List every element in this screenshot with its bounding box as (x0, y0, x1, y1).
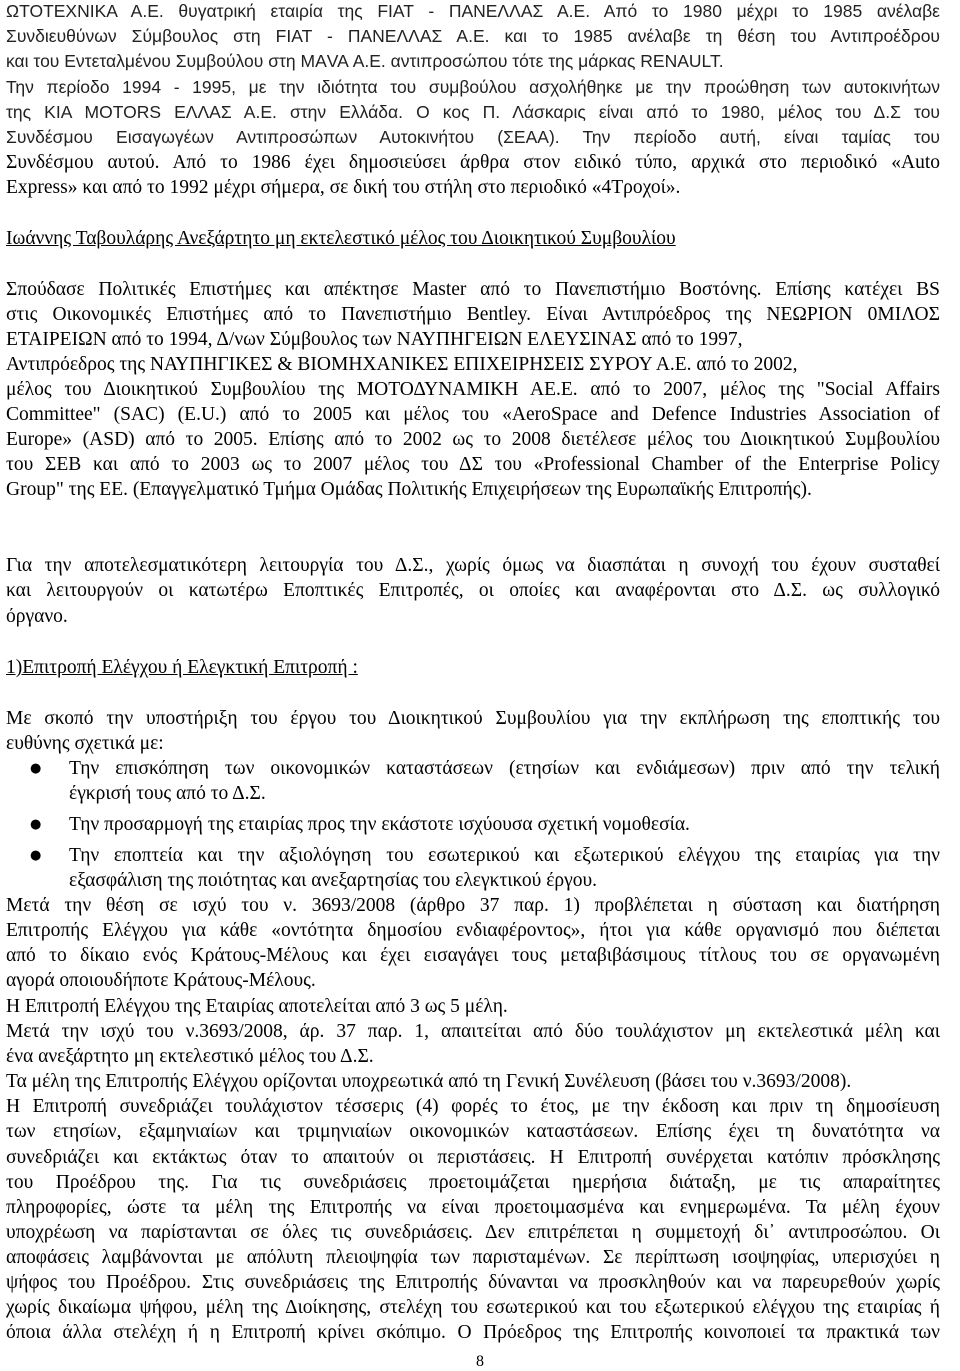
body-line: συνεδριάζει και εκτάκτως όταν το απαιτούν οι περιστάσεις. Η Επιτροπή συνέρχεται κατόπιν πρόσκλησης (6, 1147, 940, 1168)
bio-line: Express» και από το 1992 μέχρι σήμερα, σε δική του στήλη στο περιοδικό «4Τροχοί». (6, 177, 681, 198)
body-line: ψήφος του Προέδρου. Στις συνεδριάσεις της Επιτροπής δύνανται να προσκληθούν και να παρευρεθούν χωρίς (6, 1272, 940, 1293)
body-line: χωρίς δικαίωμα ψήφου, μέλη της Διοίκησης, στελέχη του εσωτερικού και του εξωτερικού ελέγχου της εταιρίας ή (6, 1297, 940, 1318)
committees-intro-line: Για την αποτελεσματικότερη λειτουργία του Δ.Σ., χωρίς όμως να διασπάται η συνοχή του έχουν συσταθεί (6, 555, 940, 576)
body-line: αποφάσεις λαμβάνονται με απόλυτη πλειοψηφία των παρισταμένων. Σε περίπτωση ισοψηφίας, υπερισχύει η (6, 1247, 940, 1268)
body-line: του Προέδρου της. Για τις συνεδριάσεις προετοιμάζεται ημερήσια διάταξη, με τις απαραίτητες (6, 1172, 940, 1193)
body-line: Μετά την ισχύ του ν.3693/2008, άρ. 37 παρ. 1, απαιτείται από δύο τουλάχιστον μη εκτελεστικά μέλη και (6, 1021, 940, 1042)
list-item: Την προσαρμογή της εταιρίας προς την εκάστοτε ισχύουσα σχετική νομοθεσία. (69, 814, 690, 835)
member-bio-line: μέλος του Διοικητικού Συμβουλίου της ΜΟΤΟΔΥΝΑΜΙΚΗ ΑΕ.Ε. από το 2007, μέλος της "Social Affairs (6, 379, 940, 400)
member-bio-line: ΕΤΑΙΡΕΙΩΝ από το 1994, Δ/νων Σύμβουλος των ΝΑΥΠΗΓΕΙΩΝ ΕΛΕΥΣΙΝΑΣ από το 1997, (6, 329, 743, 350)
list-item: Την εποπτεία και την αξιολόγηση του εσωτερικού και εξωτερικού ελέγχου της εταιρίας για την (69, 845, 940, 866)
bullet-icon: ● (30, 817, 42, 832)
body-line: Επιτροπής Ελέγχου για κάθε «οντότητα δημοσίου ενδιαφέροντος», ήτοι για κάθε οργανισμό που διέπεται (6, 920, 940, 941)
bio-line: και του Εντεταλμένου Συμβούλου στη ΜΑVA Α.Ε. αντιπροσώπου τότε της μάρκας RENAULT. (6, 51, 724, 71)
member-bio-line: στις Οικονομικές Επιστήμες από το Πανεπιστήμιο Bentley. Είναι Αντιπρόεδρος της ΝΕΩΡΙΟΝ 0ΜΙΛΟΣ (6, 304, 940, 325)
audit-committee-heading: 1)Επιτροπή Ελέγχου ή Ελεγκτική Επιτροπή : (6, 657, 358, 678)
member-heading: Ιωάννης Ταβουλάρης Ανεξάρτητο μη εκτελεστικό μέλος του Διοικητικού Συμβουλίου (6, 228, 676, 249)
body-line: Τα μέλη της Επιτροπής Ελέγχου ορίζονται υποχρεωτικά από τη Γενική Συνέλευση (βάσει του ν.3693/2008). (6, 1071, 852, 1092)
bullet-icon: ● (30, 761, 42, 776)
bio-line: ΩΤΟΤΕΧΝΙΚΑ Α.Ε. θυγατρική εταιρία της FIAT - ΠΑΝΕΛΛΑΣ Α.Ε. Από το 1980 μέχρι το 1985 ανέλαβε (6, 1, 940, 21)
list-item: εξασφάλιση της ποιότητας και ανεξαρτησίας του ελεγκτικού έργου. (69, 870, 598, 891)
body-line: όποια άλλα στελέχη ή η Επιτροπή κρίνει σκόπιμο. Ο Πρόεδρος της Επιτροπής κοινοποιεί τα πρακτικά των (6, 1322, 940, 1343)
bio-line: Συνδέσμου Εισαγωγέων Αντιπροσώπων Αυτοκινήτου (ΣΕΑΑ). Την περίοδο αυτή, είναι ταμίας του (6, 127, 940, 147)
body-line: ένα ανεξάρτητο μη εκτελεστικό μέλος του Δ.Σ. (6, 1046, 374, 1067)
body-line: από το δίκαιο ενός Κράτους-Μέλους και έχει εισαγάγει τους μεταβιβάσιμους τίτλους του σε οργανωμένη (6, 945, 940, 966)
member-bio-line: Αντιπρόεδρος της ΝΑΥΠΗΓΙΚΕΣ & ΒΙΟΜΗΧΑΝΙΚΕΣ ΕΠΙΧΕΙΡΗΣΕΙΣ ΣΥΡΟΥ Α.Ε. από το 2002, (6, 354, 798, 375)
list-item: έγκρισή τους από το Δ.Σ. (69, 783, 266, 804)
committees-intro-line: όργανο. (6, 606, 68, 627)
member-bio-line: Europe» (ASD) από το 2005. Επίσης από το 2002 ως το 2008 διετέλεσε μέλος του Διοικητικού Συμβουλίου (6, 429, 940, 450)
bullet-icon: ● (30, 848, 42, 863)
body-line: Η Επιτροπή συνεδριάζει τουλάχιστον τέσσερις (4) φορές το έτος, με την έκδοση και πριν τη δημοσίευση (6, 1096, 940, 1117)
body-line: πληροφορίες, ώστε τα μέλη της Επιτροπής να είναι προετοιμασμένα και ενημερωμένα. Τα μέλη έχουν (6, 1197, 940, 1218)
body-line: υποχρέωση να παρίστανται σε όλες τις συνεδριάσεις. Δεν επιτρέπεται η συμμετοχή δι᾽ αντιπροσώπου. Οι (6, 1222, 940, 1243)
purpose-line: ευθύνης σχετικά με: (6, 733, 164, 754)
body-line: των ετησίων, εξαμηνιαίων και τριμηνιαίων οικονομικών καταστάσεων. Επίσης έχει τη δυνατότητα να (6, 1121, 940, 1142)
body-line: Η Επιτροπή Ελέγχου της Εταιρίας αποτελείται από 3 ως 5 μέλη. (6, 996, 508, 1017)
list-item: Την επισκόπηση των οικονομικών καταστάσεων (ετησίων και ενδιάμεσων) πριν από την τελική (69, 758, 940, 779)
purpose-line: Με σκοπό την υποστήριξη του έργου του Διοικητικού Συμβουλίου για την εκπλήρωση της εποπτικής του (6, 708, 940, 729)
committees-intro-line: και λειτουργούν οι κατωτέρω Εποπτικές Επιτροπές, οι οποίες και αναφέρονται στο Δ.Σ. ως συλλογικό (6, 580, 940, 601)
bio-line: Συνδέσμου αυτού. Από το 1986 έχει δημοσιεύσει άρθρα στον ειδικό τύπο, αρχικά στο περιοδικό «Auto (6, 152, 940, 173)
page-number: 8 (476, 1353, 484, 1370)
body-line: Μετά την θέση σε ισχύ του ν. 3693/2008 (άρθρο 37 παρ. 1) προβλέπεται η σύσταση και διατήρηση (6, 895, 940, 916)
member-bio-line: Group" της ΕΕ. (Επαγγελματικό Τμήμα Ομάδας Πολιτικής Επιχειρήσεων της Ευρωπαϊκής Επιτροπής). (6, 479, 812, 500)
bio-line: της KIA MOTORS ΕΛΛΑΣ Α.Ε. στην Ελλάδα. Ο κος Π. Λάσκαρις είναι από το 1980, μέλος του Δ.Σ του (6, 102, 940, 122)
member-bio-line: Committee" (SAC) (E.U.) από το 2005 και μέλος του «AeroSpace and Defence Industries Association of (6, 404, 940, 425)
member-bio-line: Σπούδασε Πολιτικές Επιστήμες και απέκτησε Master από το Πανεπιστήμιο Βοστόνης. Επίσης κατέχει BS (6, 279, 940, 300)
body-line: αγορά οποιουδήποτε Κράτους-Μέλους. (6, 970, 316, 991)
member-bio-line: του ΣΕΒ και από το 2003 ως το 2007 μέλος του ΔΣ του «Professional Chamber of the Enterprise Policy (6, 454, 940, 475)
bio-line: Συνδιευθύνων Σύμβουλος στη FIAT - ΠΑΝΕΛΛΑΣ Α.Ε. και το 1985 ανέλαβε τη θέση του Αντιπροέδρου (6, 26, 940, 46)
bio-line: Την περίοδο 1994 - 1995, με την ιδιότητα του συμβούλου ασχολήθηκε με την προώθηση των αυτοκινήτων (6, 77, 940, 97)
